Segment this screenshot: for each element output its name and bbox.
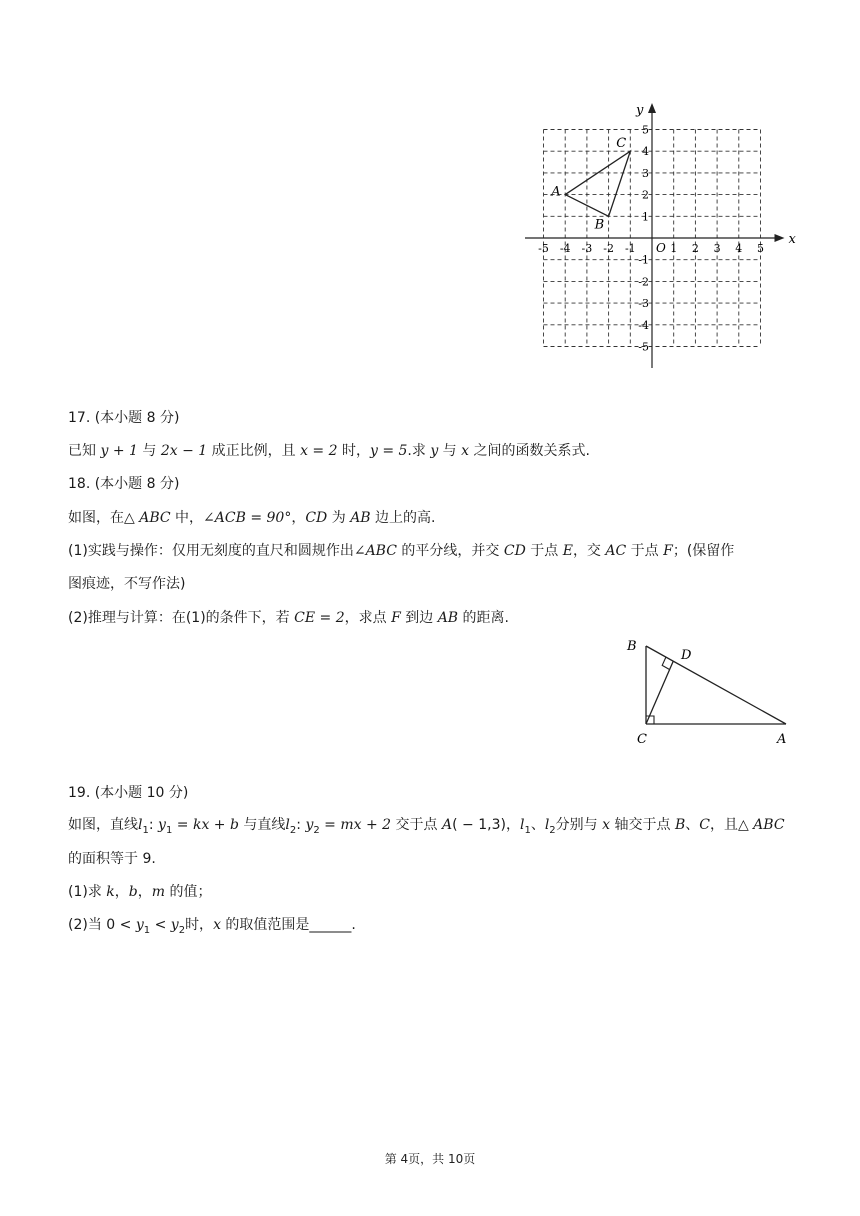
y-tick-label: -5 (638, 340, 649, 354)
y-tick-label: 1 (642, 210, 649, 224)
altitude-cd (646, 661, 673, 724)
y-axis-arrow (648, 103, 656, 113)
y-tick-label: -3 (638, 297, 649, 311)
x-tick-label: 1 (670, 242, 678, 255)
q17-header: 17. (本小题 8 分) (68, 410, 180, 426)
point-label-a: A (551, 184, 561, 200)
origin-label: O (656, 241, 666, 255)
x-tick-label: -4 (559, 242, 571, 255)
coordinate-grid-figure (520, 100, 800, 375)
triangle-abc (550, 136, 630, 232)
q18-part2: (2)推理与计算：在(1)的条件下，若 CE = 2，求点 F 到边 AB 的距离. (68, 610, 509, 626)
y-tick-label: 3 (642, 166, 649, 180)
x-tick-label: -1 (624, 242, 636, 255)
q18-header: 18. (本小题 8 分) (68, 476, 180, 492)
q18-triangle-figure (620, 632, 800, 752)
q18-part1-cont: 图痕迹，不写作法) (68, 576, 186, 592)
x-axis-label: x (788, 232, 796, 247)
q17-text: 已知 y + 1 与 2x − 1 成正比例，且 x = 2 时，y = 5.求 y 与 x 之间的函数关系式. (68, 443, 590, 459)
y-tick-label: -1 (638, 253, 649, 267)
y-axis-label: y (636, 103, 644, 118)
side-ab (646, 646, 786, 724)
q19-text-cont: 的面积等于 9. (68, 851, 156, 867)
triangle-outline (565, 151, 630, 216)
q19-header: 19. (本小题 10 分) (68, 785, 189, 801)
x-tick-label: 3 (713, 242, 721, 255)
label-b: B (627, 639, 637, 654)
tick-labels (538, 103, 796, 354)
q19-text: 如图，直线$l_1$: $y_1$ = kx + b 与直线$l_2$: $y_2$ = mx + 2 交于点 A( − 1,3)，$l_1$、$l_2$分别与 x 轴交于点 B、C，且△ ABC (68, 817, 785, 836)
x-tick-label: -2 (603, 242, 614, 255)
x-tick-label: 4 (735, 242, 743, 255)
label-c: C (637, 732, 647, 747)
page-footer: 第 4页，共 10页 (384, 1152, 476, 1166)
y-tick-label: 4 (642, 145, 649, 159)
x-tick-label: 2 (691, 242, 699, 255)
x-axis-arrow (775, 234, 785, 242)
q18-part1: (1)实践与操作：仅用无刻度的直尺和圆规作出∠ABC 的平分线，并交 CD 于点 E，交 AC 于点 F；(保留作 (68, 543, 735, 559)
y-tick-label: 2 (642, 188, 649, 202)
y-tick-label: -4 (638, 318, 649, 332)
q19-part1: (1)求 k，b，m 的值； (68, 884, 212, 900)
label-a: A (777, 732, 787, 747)
point-label-b: B (594, 217, 605, 233)
q19-part2: (2)当 $0 < y_1 < y_2$时，x 的取值范围是______. (68, 917, 356, 936)
x-tick-label: 5 (757, 242, 764, 255)
x-tick-label: -3 (581, 242, 593, 255)
point-label-c: C (616, 136, 627, 152)
axes (525, 103, 785, 368)
y-tick-label: -2 (638, 275, 649, 289)
q18-intro: 如图，在△ ABC 中，∠ACB = 90°，CD 为 AB 边上的高. (68, 510, 436, 526)
y-tick-label: 5 (642, 123, 649, 137)
x-tick-label: -5 (538, 242, 549, 255)
label-d: D (681, 648, 692, 663)
